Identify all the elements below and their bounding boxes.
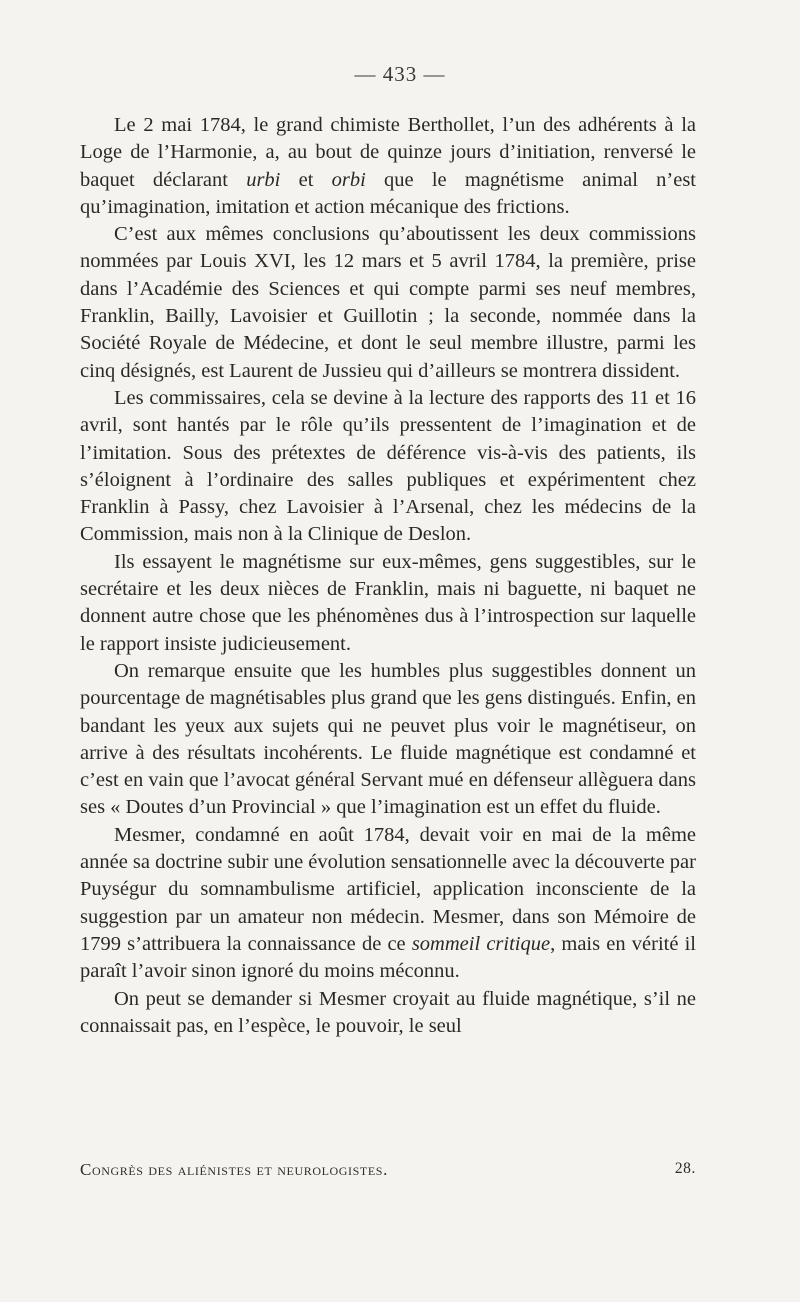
text-run: Mesmer, condamné en août 1784, devait voir en mai de la même année sa doctrine subir une évolution sensationnelle avec la découverte par Puységur du somnambulisme artificiel, application inconsciente de la suggestion par un amateur non médecin. Mesmer, dans son Mémoire de 1799 s’attribuera la connaissance de ce (80, 823, 696, 955)
paragraph (80, 112, 696, 221)
text-run: et (280, 168, 332, 191)
italic-text: urbi (246, 168, 281, 191)
text-run: On peut se demander si Mesmer croyait au fluide magnétique, s’il ne connaissait pas, en l’espèce, le pouvoir, le seul (80, 987, 696, 1037)
body-text (80, 112, 696, 1040)
paragraph (80, 658, 696, 822)
paragraph (80, 549, 696, 658)
paragraph (80, 986, 696, 1041)
text-run: On remarque ensuite que les humbles plus suggestibles donnent un pourcentage de magnétisables plus grand que les gens distingués. Enfin, en bandant les yeux aux sujets qui ne peuvet plus voir le magnétiseur, on arrive à des résultats incohérents. Le fluide magnétique est condamné et c’est en vain que l’avocat général Servant mué en défenseur allèguera dans ses « Doutes d’un Provincial » que l’imagination est un effet du fluide. (80, 659, 696, 819)
paragraph (80, 822, 696, 986)
text-run: , mais en vérité il paraît l’avoir sinon ignoré du moins méconnu. (80, 932, 697, 983)
text-run: que le magnétisme animal n’est qu’imagination, imitation et action mécanique des frictions. (80, 168, 696, 218)
page-footer (80, 1160, 696, 1180)
footer-title: Congrès des aliénistes et neurologistes. (80, 1160, 388, 1179)
signature-mark: 28. (674, 1160, 696, 1177)
paragraph (80, 221, 696, 385)
text-run: Le 2 mai 1784, le grand chimiste Berthollet, l’un des adhérents à la Loge de l’Harmonie, a, au bout de quinze jours d’initiation, renversé le baquet déclarant (80, 114, 696, 191)
italic-text: orbi (331, 168, 366, 191)
page-number: — 433 — (354, 62, 446, 86)
text-run: Ils essayent le magnétisme sur eux-mêmes, gens suggestibles, sur le secrétaire et les deux nièces de Franklin, mais ni baguette, ni baquet ne donnent autre chose que les phénomènes dus à l’introspection sur laquelle le rapport insiste judicieusement. (80, 550, 696, 655)
text-run: C’est aux mêmes conclusions qu’aboutissent les deux commissions nommées par Louis XVI, les 12 mars et 5 avril 1784, la première, prise dans l’Académie des Sciences et qui compte parmi ses neuf membres, Franklin, Bailly, Lavoisier et Guillotin ; la seconde, nommée dans la Société Royale de Médecine, et dont le seul membre illustre, parmi les cinq désignés, est Laurent de Jussieu qui d’ailleurs se montrera dissident. (80, 223, 696, 382)
italic-text: sommeil critique (411, 932, 551, 955)
paragraph (80, 385, 696, 549)
text-run: Les commissaires, cela se devine à la lecture des rapports des 11 et 16 avril, sont hantés par le rôle qu’ils pressentent de l’imagination et de l’imitation. Sous des prétextes de déférence vis-à-vis des patients, ils s’éloignent à l’ordinaire des salles publiques et expérimentent chez Franklin à Passy, chez Lavoisier à l’Arsenal, chez les médecins de la Commission, mais non à la Clinique de Deslon. (80, 386, 696, 546)
